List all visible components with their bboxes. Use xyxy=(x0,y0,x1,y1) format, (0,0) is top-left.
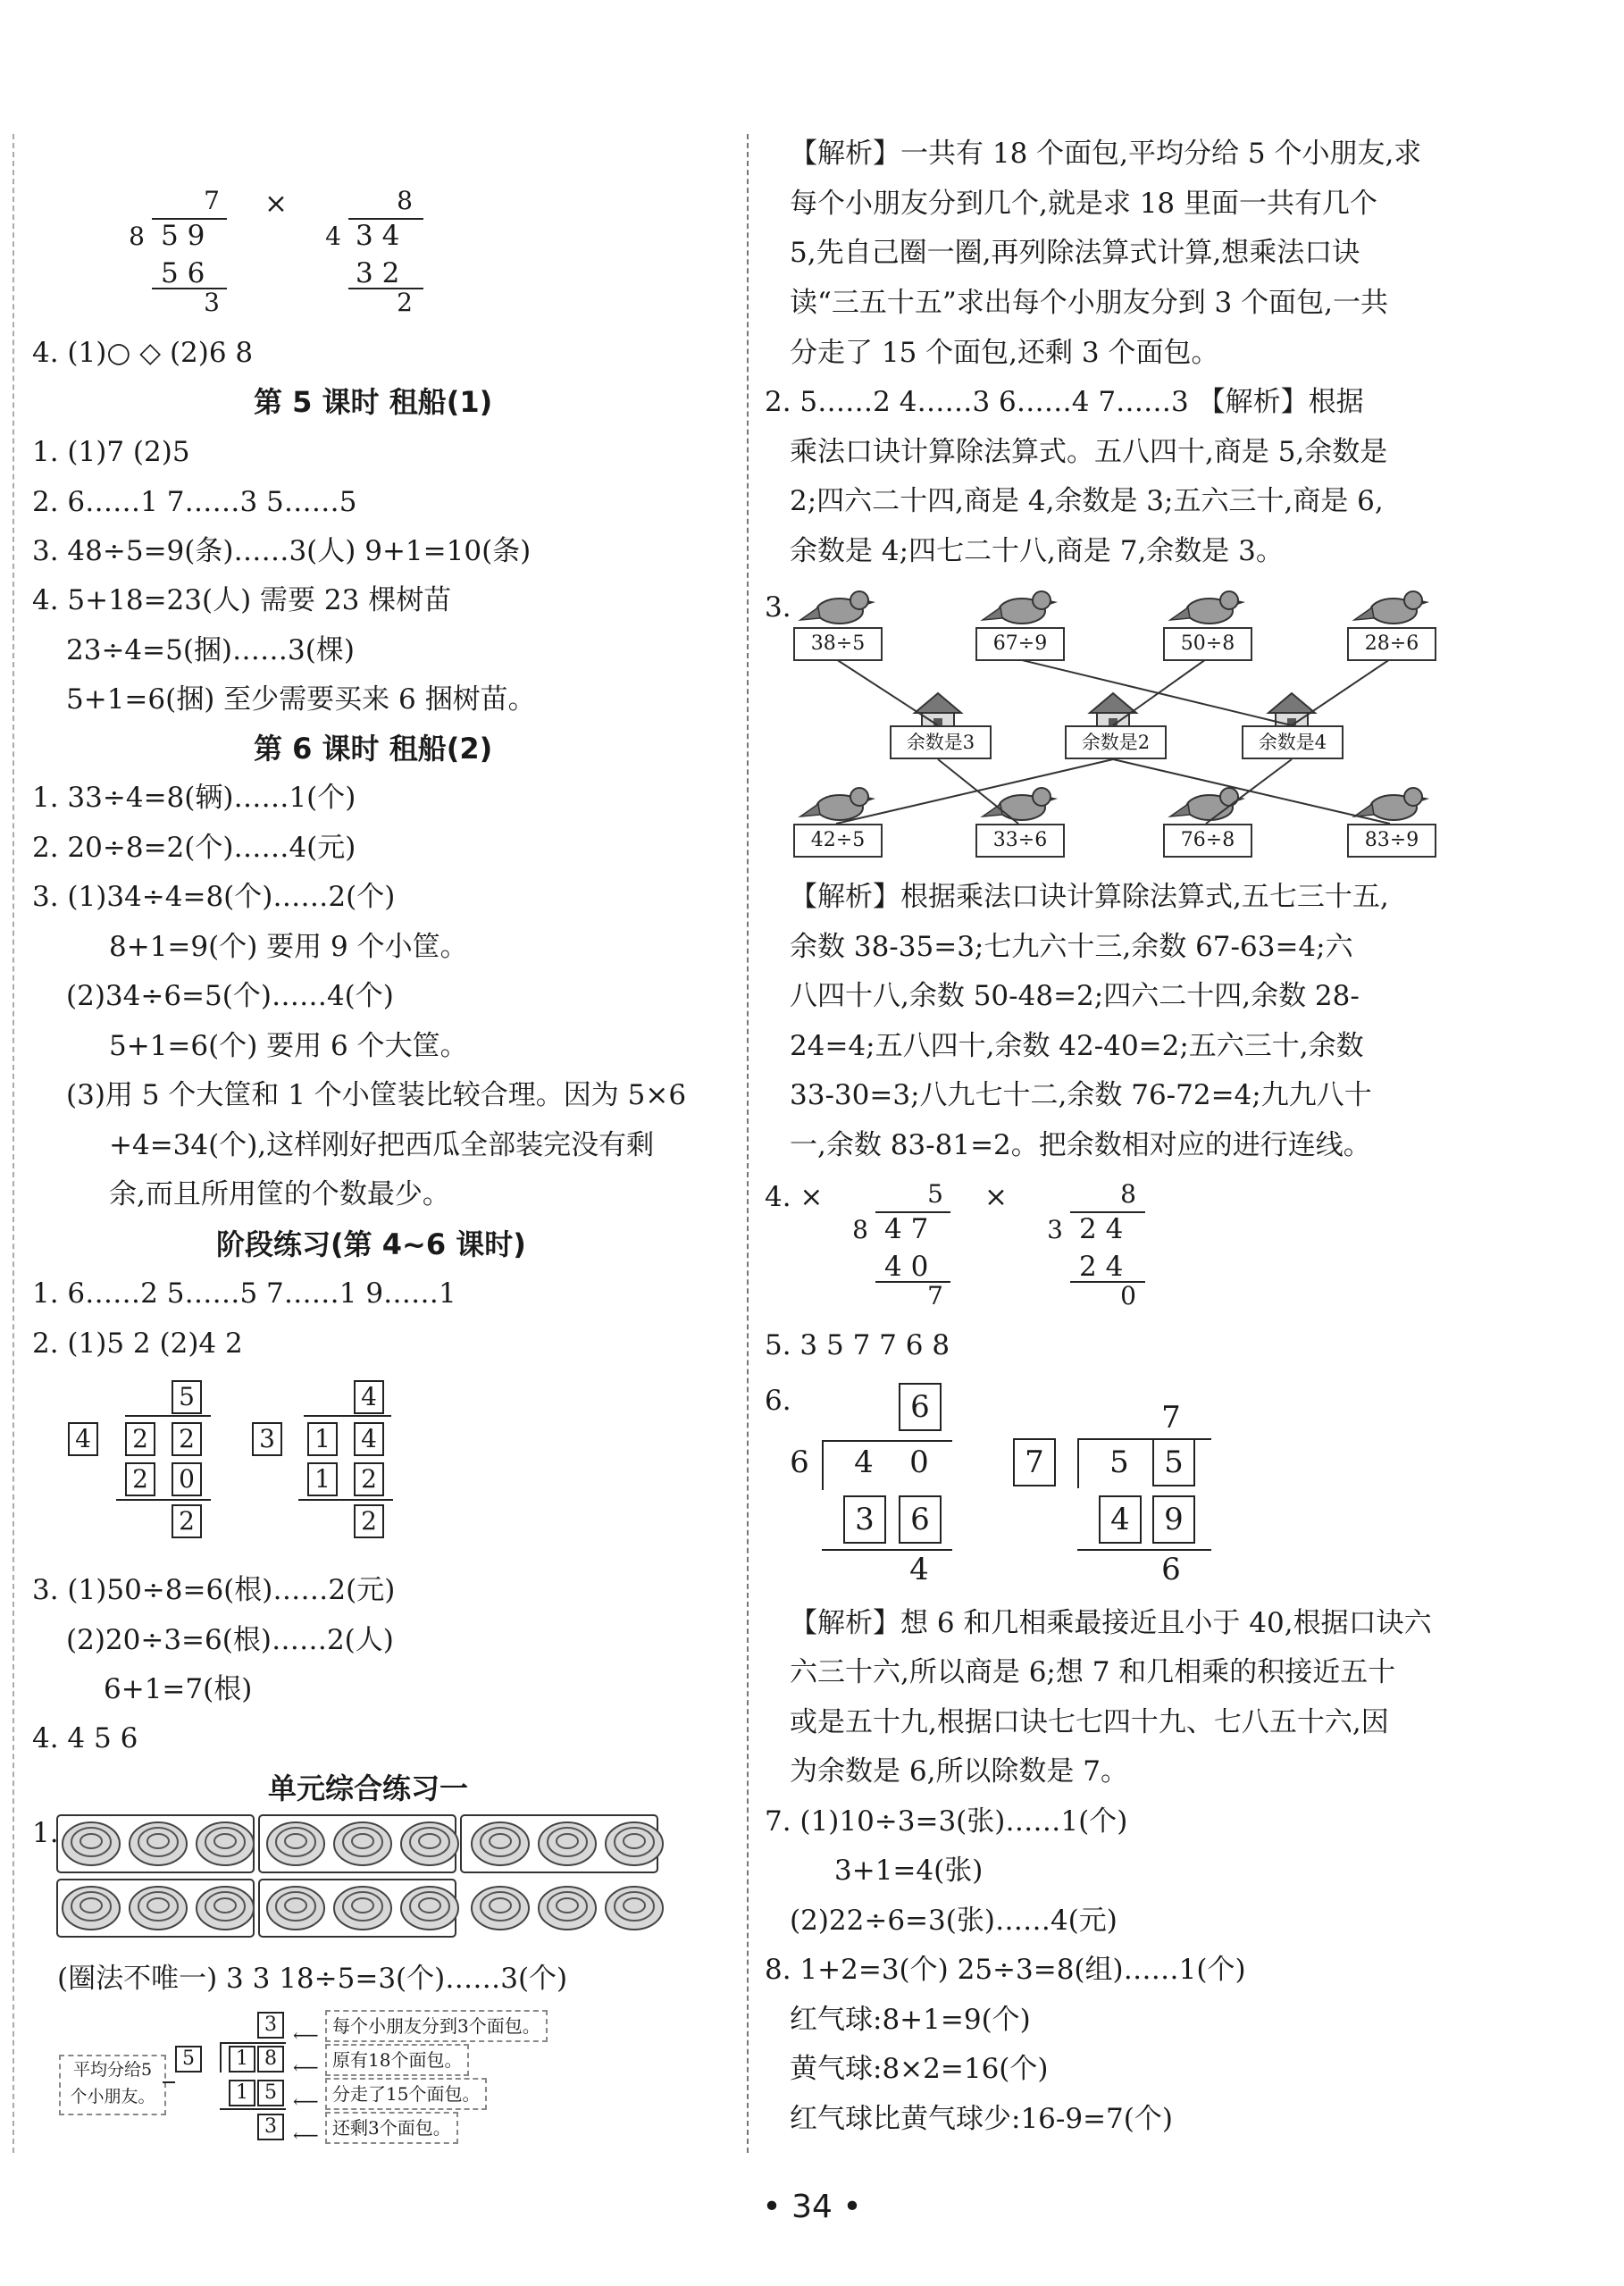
section-heading-5: 第 5 课时 租船(1) xyxy=(254,385,493,419)
house-card: 余数是3 xyxy=(890,725,992,759)
divisor: 8 xyxy=(852,1215,868,1244)
division-bar xyxy=(822,1440,952,1442)
analysis-line: 每个小朋友分到几个,就是求 18 里面一共有几个 xyxy=(790,188,1378,220)
stage-4: 4. 4 5 6 xyxy=(32,1722,138,1754)
bread-roll-icon xyxy=(334,1822,391,1865)
divisor: 8 xyxy=(129,222,145,251)
dividend-box: 8 xyxy=(257,2046,284,2072)
dividend: 3 4 xyxy=(356,220,400,252)
r4-mark: 4. × xyxy=(765,1181,824,1213)
s6-line: 1. 33÷4=8(辆)……1(个) xyxy=(32,782,356,814)
bread-roll-icon xyxy=(539,1822,596,1865)
division-bracket xyxy=(220,2042,222,2072)
r3-analysis: 一,余数 83-81=2。把余数相对应的进行连线。 xyxy=(790,1129,1371,1161)
match-line xyxy=(1113,659,1206,725)
divisor: 4 xyxy=(325,222,341,251)
annotation-note: 还剩3个面包。 xyxy=(325,2112,458,2144)
bird-card: 76÷8 xyxy=(1163,824,1252,858)
dividend: 2 4 xyxy=(1079,1213,1124,1245)
product-box: 2 xyxy=(354,1462,384,1496)
analysis-line: 【解析】一共有 18 个面包,平均分给 5 个小朋友,求 xyxy=(790,138,1422,170)
s6-line: 2. 20÷8=2(个)……4(元) xyxy=(32,832,356,864)
annotation-note: 原有18个面包。 xyxy=(325,2044,469,2076)
bread-roll-icon xyxy=(197,1822,254,1865)
s6-line: (3)用 5 个大筐和 1 个小筐装比较合理。因为 5×6 xyxy=(66,1079,687,1111)
r2-line: 乘法口诀计算除法算式。五八四十,商是 5,余数是 xyxy=(790,436,1388,468)
product: 4 0 xyxy=(884,1251,929,1283)
bird-card: 42÷5 xyxy=(793,824,883,858)
quotient: 7 xyxy=(204,186,220,215)
quotient-box: 3 xyxy=(257,2012,284,2039)
bird-icon xyxy=(1354,788,1429,820)
r5: 5. 3 5 7 7 6 8 xyxy=(765,1329,950,1361)
product-box: 0 xyxy=(172,1462,202,1496)
label-line: 个小朋友。 xyxy=(70,2087,155,2106)
s6-line: 5+1=6(个) 要用 6 个大筐。 xyxy=(109,1030,468,1062)
division-bar xyxy=(125,1415,211,1417)
bread-roll-icon xyxy=(197,1887,254,1930)
bird-icon xyxy=(800,788,875,820)
bread-roll-icon xyxy=(606,1887,663,1930)
s6-line: 3. (1)34÷4=8(个)……2(个) xyxy=(32,881,396,913)
house-card: 余数是4 xyxy=(1242,725,1344,759)
divisor-box: 5 xyxy=(175,2046,202,2072)
stage-3: 3. (1)50÷8=6(根)……2(元) xyxy=(32,1574,396,1606)
bird-icon xyxy=(1354,591,1429,624)
divisor: 3 xyxy=(1047,1215,1063,1244)
s6-line: (2)34÷6=5(个)……4(个) xyxy=(66,980,394,1012)
arrow: ⟵ xyxy=(293,2124,319,2146)
product: 5 6 xyxy=(161,257,205,289)
quotient: 8 xyxy=(397,186,413,215)
house-card: 余数是2 xyxy=(1065,725,1167,759)
r3-analysis: 33-30=3;八九七十二,余数 76-72=4;九九八十 xyxy=(790,1079,1372,1111)
match-line xyxy=(1018,659,1292,725)
bird-card: 33÷6 xyxy=(975,824,1065,858)
r8: 8. 1+2=3(个) 25÷3=8(组)……1(个) xyxy=(765,1954,1246,1986)
bread-roll-icon xyxy=(267,1887,324,1930)
remainder-box: 3 xyxy=(257,2114,284,2140)
division-bar xyxy=(220,2042,286,2044)
subtract-line xyxy=(116,1499,211,1501)
r7: 7. (1)10÷3=3(张)……1(个) xyxy=(765,1805,1128,1838)
label-line: 平均分给5 xyxy=(72,2060,153,2080)
column-divider xyxy=(747,134,749,2153)
product: 2 4 xyxy=(1079,1251,1124,1283)
analysis-line: 读“三五十五”求出每个小朋友分到 3 个面包,一共 xyxy=(790,287,1388,319)
product-box: 1 xyxy=(229,2080,255,2106)
bread-roll-icon xyxy=(606,1822,663,1865)
r7: 3+1=4(张) xyxy=(834,1855,984,1887)
s5-line: 4. 5+18=23(人) 需要 23 棵树苗 xyxy=(32,584,452,616)
bread-roll-icon xyxy=(267,1822,324,1865)
pointer xyxy=(163,2081,175,2083)
match-line xyxy=(836,659,938,725)
r8: 黄气球:8×2=16(个) xyxy=(790,2053,1049,2085)
r7: (2)22÷6=3(张)……4(元) xyxy=(790,1905,1118,1937)
section-heading-stage: 阶段练习(第 4~6 课时) xyxy=(216,1227,526,1261)
bird-card: 67÷9 xyxy=(975,627,1065,661)
bread-roll-icon xyxy=(472,1822,529,1865)
r3-analysis: 余数 38-35=3;七九六十三,余数 67-63=4;六 xyxy=(790,931,1353,963)
divisor-box: 3 xyxy=(252,1422,282,1456)
subtract-line xyxy=(822,1549,952,1551)
dividend-box: 2 xyxy=(125,1422,155,1456)
s6-line: +4=34(个),这样刚好把西瓜全部装完没有剩 xyxy=(109,1129,655,1161)
r3-label: 3. xyxy=(765,591,791,624)
product: 3 2 xyxy=(356,257,400,289)
dividend-digit: 5 xyxy=(1109,1444,1129,1480)
remainder: 0 xyxy=(1120,1281,1136,1310)
house-icon xyxy=(1268,693,1315,729)
bread-roll-icon xyxy=(401,1887,458,1930)
dividend-box: 5 xyxy=(1152,1438,1195,1486)
bread-roll-icon xyxy=(539,1887,596,1930)
s6-line: 8+1=9(个) 要用 9 个小筐。 xyxy=(109,931,468,963)
product-box: 5 xyxy=(257,2080,284,2106)
divisor: 6 xyxy=(790,1444,809,1480)
dividend-box: 2 xyxy=(172,1422,202,1456)
arrow: ⟵ xyxy=(293,2056,319,2078)
unit-1-answer: (圈法不唯一) 3 3 18÷5=3(个)……3(个) xyxy=(57,1963,568,1995)
r6-analysis: 六三十六,所以商是 6;想 7 和几相乘的积接近五十 xyxy=(790,1656,1396,1688)
r3-analysis: 【解析】根据乘法口诀计算除法算式,五七三十五, xyxy=(790,881,1389,913)
dividend-digit: 4 xyxy=(854,1444,874,1480)
match-line xyxy=(1292,659,1390,725)
division-bracket xyxy=(1077,1438,1079,1488)
stage-2: 2. (1)5 2 (2)4 2 xyxy=(32,1327,243,1360)
s5-line: 2. 6……1 7……3 5……5 xyxy=(32,486,357,518)
annotation-note: 每个小朋友分到3个面包。 xyxy=(325,2010,548,2042)
product-box: 4 xyxy=(1099,1495,1142,1544)
stage-3: 6+1=7(根) xyxy=(104,1673,253,1705)
bird-icon xyxy=(1170,788,1245,820)
left-margin-rule xyxy=(13,134,14,2153)
quotient-box: 5 xyxy=(172,1380,202,1414)
s5-line: 1. (1)7 (2)5 xyxy=(32,436,190,468)
bread-roll-icon xyxy=(63,1822,120,1865)
bread-circle-illustration xyxy=(57,1815,665,1940)
analysis-line: 分走了 15 个面包,还剩 3 个面包。 xyxy=(790,337,1219,369)
page-number: • 34 • xyxy=(762,2189,862,2225)
analysis-line: 5,先自己圈一圈,再列除法算式计算,想乘法口诀 xyxy=(790,237,1360,269)
divide-label-box xyxy=(59,2055,166,2115)
r6-analysis: 或是五十九,根据口诀七七四十九、七八五十六,因 xyxy=(790,1706,1389,1738)
product-box: 2 xyxy=(125,1462,155,1496)
annotation-note: 分走了15个面包。 xyxy=(325,2078,487,2110)
r3-analysis: 24=4;五八四十,余数 42-40=2;五六三十,余数 xyxy=(790,1030,1364,1062)
dividend: 5 9 xyxy=(161,220,205,252)
divisor-box: 4 xyxy=(68,1422,98,1456)
remainder-box: 2 xyxy=(354,1504,384,1538)
stage-3: (2)20÷3=6(根)……2(人) xyxy=(66,1624,394,1656)
r6-label: 6. xyxy=(765,1385,791,1417)
remainder-box: 2 xyxy=(172,1504,202,1538)
subtract-line xyxy=(1077,1549,1211,1551)
bird-card: 28÷6 xyxy=(1347,627,1436,661)
bird-card: 83÷9 xyxy=(1347,824,1436,858)
remainder: 2 xyxy=(397,288,413,317)
s5-line: 23÷4=5(捆)……3(棵) xyxy=(66,634,355,666)
section-heading-unit: 单元综合练习一 xyxy=(268,1771,469,1805)
bread-roll-icon xyxy=(130,1887,187,1930)
dividend-box: 1 xyxy=(229,2046,255,2072)
quotient: 5 xyxy=(927,1179,943,1209)
dividend: 4 7 xyxy=(884,1213,929,1245)
r8: 红气球:8+1=9(个) xyxy=(790,2004,1031,2036)
r3-analysis: 八四十八,余数 50-48=2;四六二十四,余数 28- xyxy=(790,980,1360,1012)
bread-roll-icon xyxy=(63,1887,120,1930)
arrow: ⟵ xyxy=(293,2090,319,2112)
r2-line: 余数是 4;四七二十八,商是 7,余数是 3。 xyxy=(790,535,1284,567)
bird-card: 38÷5 xyxy=(793,627,883,661)
bird-icon xyxy=(1170,591,1245,624)
r2-line: 2. 5……2 4……3 6……4 7……3 【解析】根据 xyxy=(765,386,1364,418)
product-box: 9 xyxy=(1152,1495,1195,1544)
section-heading-6: 第 6 课时 租船(2) xyxy=(254,732,493,766)
division-bracket xyxy=(822,1440,824,1490)
quotient-box: 6 xyxy=(899,1383,942,1431)
division-bar xyxy=(304,1415,391,1417)
s5-line: 3. 48÷5=9(条)……3(人) 9+1=10(条) xyxy=(32,535,532,567)
match-line xyxy=(938,759,1018,824)
quotient: 7 xyxy=(1161,1400,1181,1436)
product-box: 1 xyxy=(307,1462,338,1496)
bird-icon xyxy=(983,591,1058,624)
match-line xyxy=(836,759,1113,824)
bread-roll-icon xyxy=(334,1887,391,1930)
product-box: 3 xyxy=(843,1495,886,1544)
subtract-line xyxy=(220,2108,286,2110)
divisor-box: 7 xyxy=(1013,1438,1056,1486)
remainder: 7 xyxy=(927,1281,943,1310)
bread-roll-icon xyxy=(472,1887,529,1930)
answer-4: 4. (1)○ ◇ (2)6 8 xyxy=(32,337,254,369)
remainder: 6 xyxy=(1161,1552,1181,1587)
r8: 红气球比黄气球少:16-9=7(个) xyxy=(790,2103,1173,2135)
remainder: 4 xyxy=(909,1552,929,1587)
dividend-box: 1 xyxy=(307,1422,338,1456)
bird-card: 50÷8 xyxy=(1163,627,1252,661)
r4-mark-2: × xyxy=(984,1181,1008,1213)
r6-analysis: 【解析】想 6 和几相乘最接近且小于 40,根据口诀六 xyxy=(790,1607,1432,1639)
remainder: 3 xyxy=(204,288,220,317)
bread-roll-icon xyxy=(130,1822,187,1865)
product-box: 6 xyxy=(899,1495,942,1544)
answer-3-mark-2: × xyxy=(264,188,288,220)
s5-line: 5+1=6(捆) 至少需要买来 6 捆树苗。 xyxy=(66,683,536,716)
dividend-box: 4 xyxy=(354,1422,384,1456)
house-icon xyxy=(915,693,961,729)
match-line xyxy=(1113,759,1390,824)
r2-line: 2;四六二十四,商是 4,余数是 3;五六三十,商是 6, xyxy=(790,485,1384,517)
s6-line: 余,而且所用筐的个数最少。 xyxy=(109,1178,450,1210)
quotient-box: 4 xyxy=(354,1380,384,1414)
house-icon xyxy=(1090,693,1136,729)
r6-analysis: 为余数是 6,所以除数是 7。 xyxy=(790,1755,1129,1788)
quotient: 8 xyxy=(1120,1179,1136,1209)
subtract-line xyxy=(298,1499,393,1501)
bird-icon xyxy=(800,591,875,624)
bread-roll-icon xyxy=(401,1822,458,1865)
unit-1-label: 1. xyxy=(32,1817,59,1849)
dividend-digit: 0 xyxy=(909,1444,929,1480)
arrow: ⟵ xyxy=(293,2024,319,2046)
stage-1: 1. 6……2 5……5 7……1 9……1 xyxy=(32,1277,456,1310)
